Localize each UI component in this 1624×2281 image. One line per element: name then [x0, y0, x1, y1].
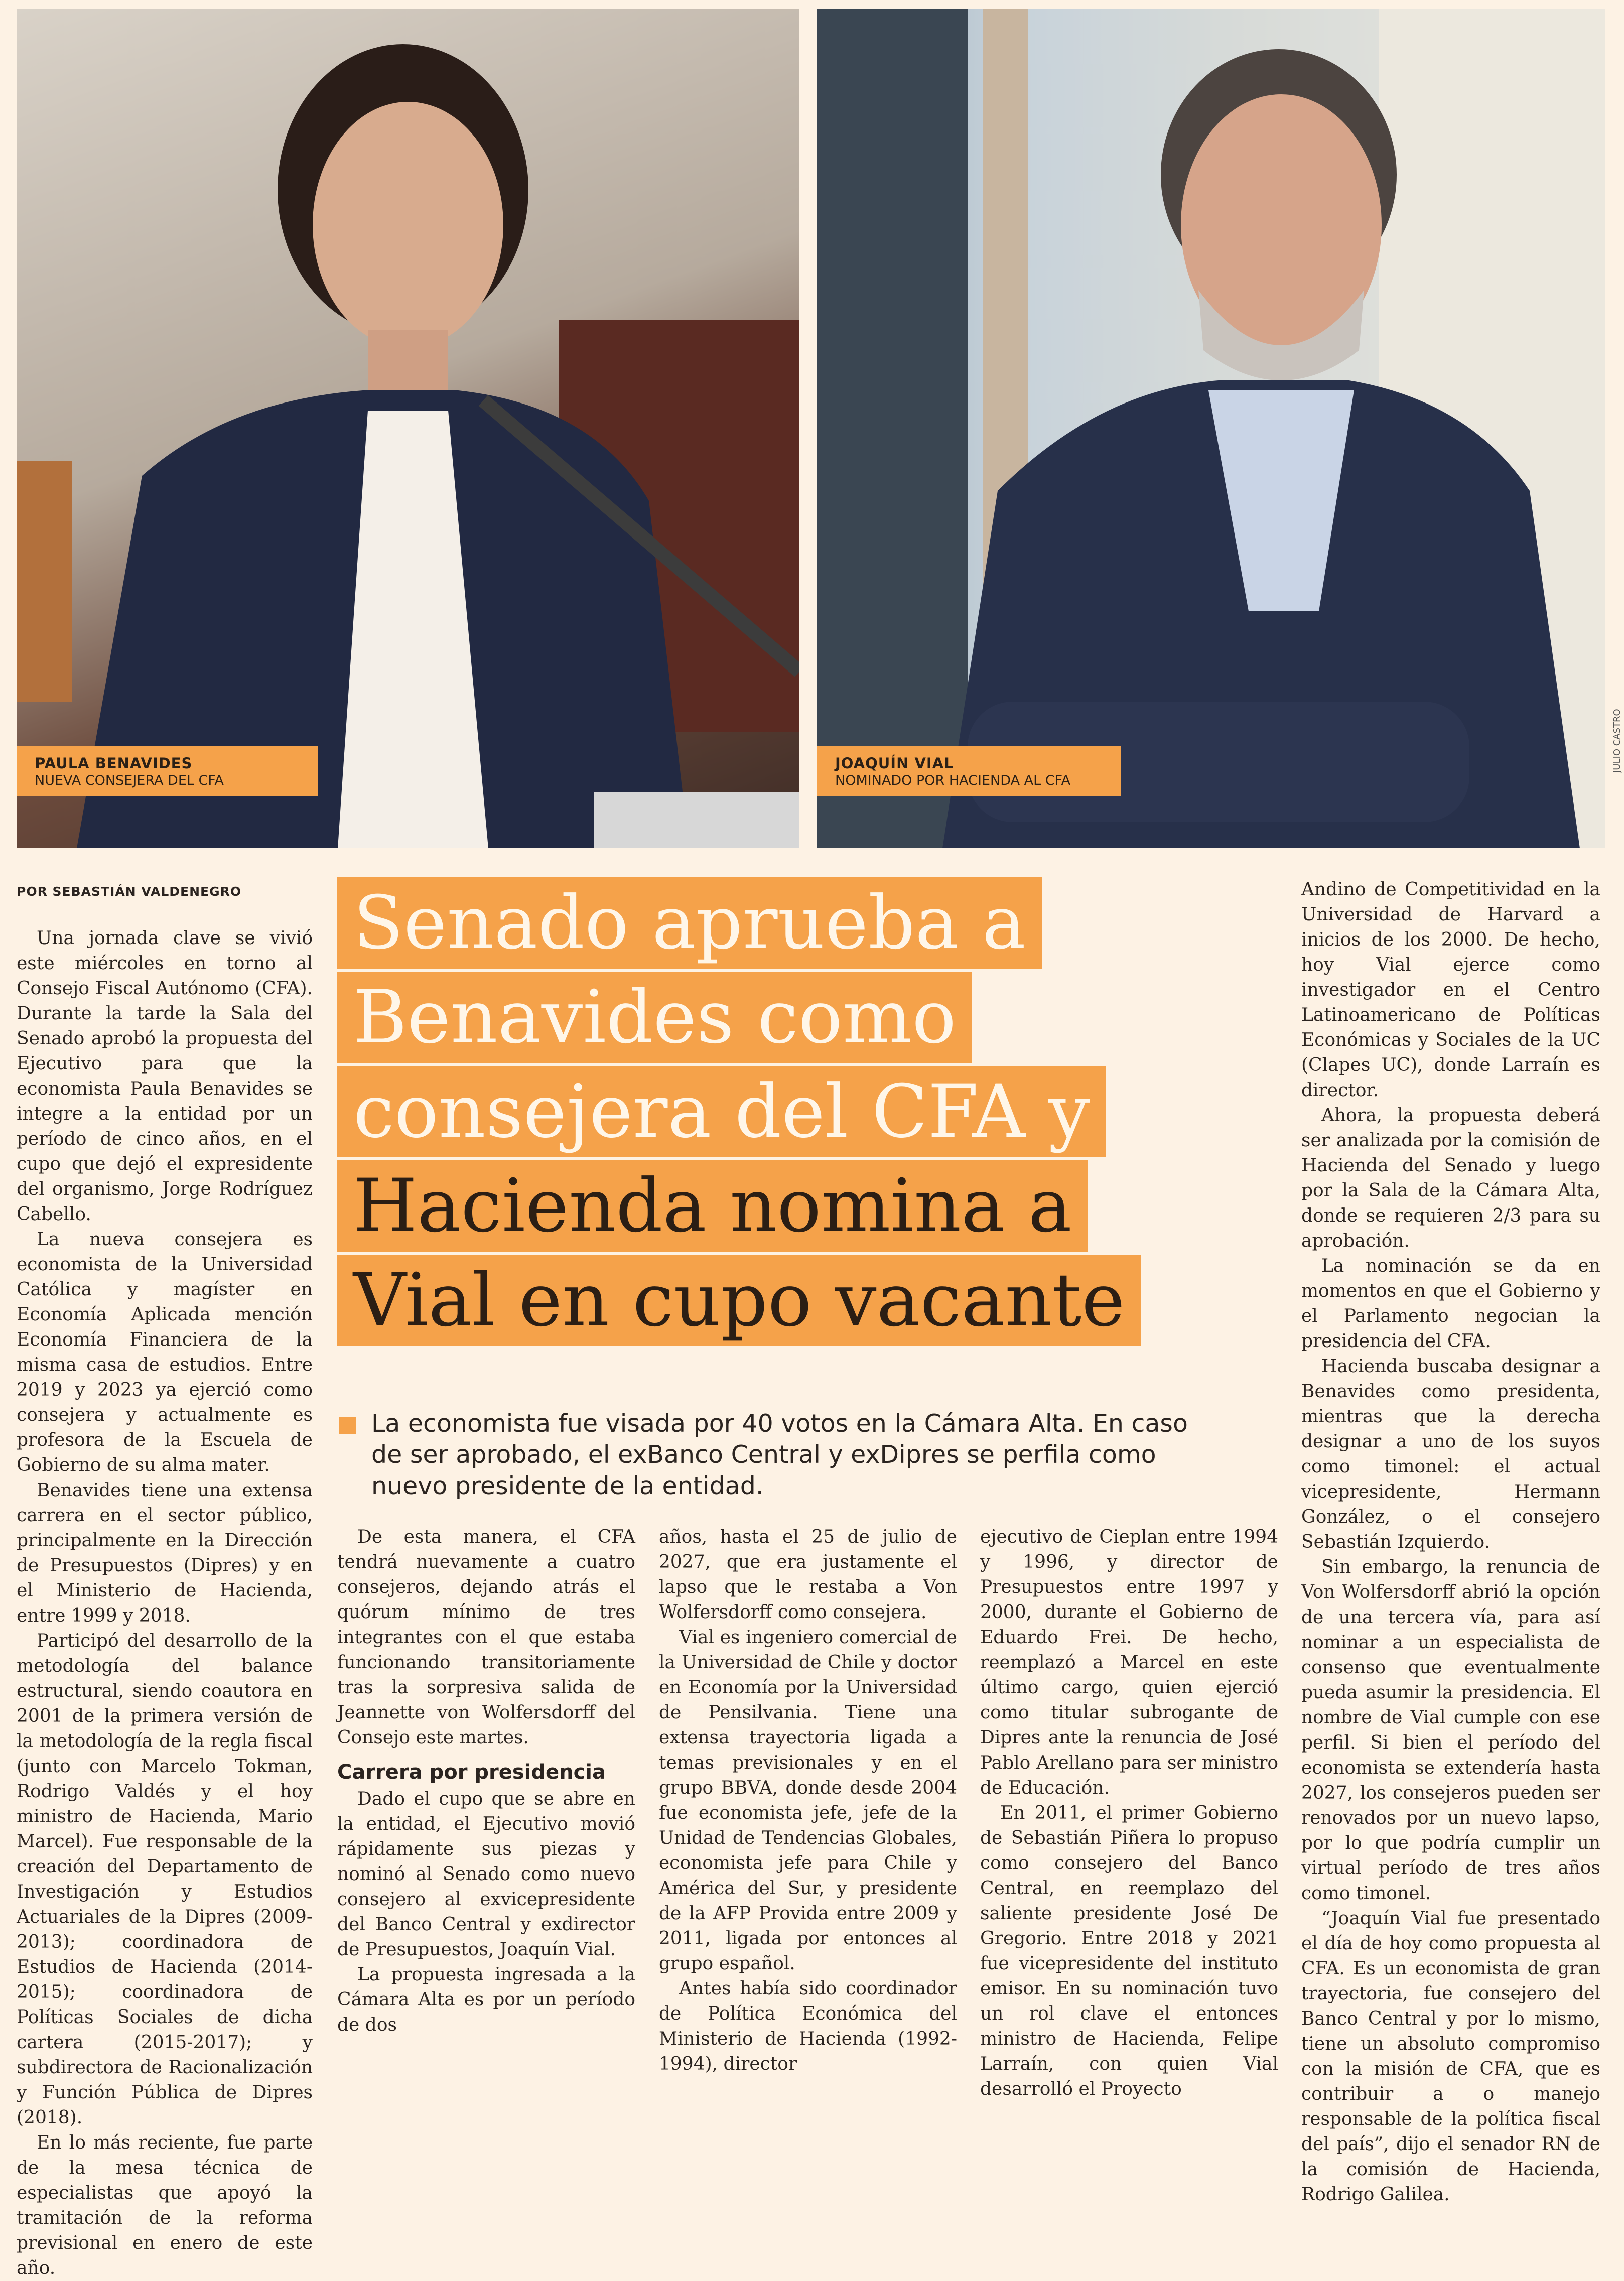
article-column-1: [17, 926, 313, 2281]
paragraph: La propuesta ingresada a la Cámara Alta es por un período de dos: [337, 1964, 635, 2035]
neck: [368, 330, 448, 395]
headline: [337, 877, 1140, 1349]
lead-summary: [337, 1408, 1226, 1502]
wood-panel: [17, 461, 72, 702]
paragraph: ejecutivo de Cieplan entre 1994 y 1996, y director de Presupuestos entre 1997 y 2000, durante el Gobierno de Eduardo Frei. De hecho, reemplazó a Marcel en este último cargo, quien ejerció como titular subrogante de Dipres ante la renuncia de José Pablo Arellano para ser ministro de Educación.: [980, 1527, 1278, 1798]
paragraph: La nueva consejera es economista de la Universidad Católica y magíster en Economía Aplicada mención Economía Financiera de la misma casa de estudios. Entre 2019 y 2023 ya ejerció como consejera y actualmente es profesora de la Escuela de Gobierno de su alma mater.: [17, 1229, 313, 1475]
caption-benavides: [17, 746, 318, 796]
paragraph: Andino de Competitividad en la Universidad de Harvard a inicios de los 2000. De hecho, hoy Vial ejerce como investigador en el Centro Latinoamericano de Políticas Económicas y Sociales de la UC (Clapes UC), donde Larraín es director.: [1301, 879, 1600, 1101]
caption-role: NUEVA CONSEJERA DEL CFA: [35, 773, 224, 788]
photo-credit: JULIO CASTRO: [1612, 709, 1622, 773]
paragraph: La nominación se da en momentos en que el Gobierno y el Parlamento negocian la presidencia del CFA.: [1301, 1256, 1600, 1352]
bullet-square-icon: [339, 1417, 356, 1434]
paragraph: Sin embargo, la renuncia de Von Wolfersdorff abrió la opción de una tercera vía, para así nominar a un especialista de consenso que eventualmente pueda asumir la presidencia. El nombre de Vial cumple con ese perfil. Si bien el período del economista se extendería hasta 2027, los consejeros pueden ser renovados por un nuevo lapso, por lo que podría cumplir un virtual período de tres años como timonel.: [1301, 1557, 1600, 1904]
caption-vial: [817, 746, 1121, 796]
caption-role: NOMINADO POR HACIENDA AL CFA: [835, 773, 1071, 788]
subheading: Carrera por presidencia: [337, 1761, 606, 1784]
headline-line-3: consejera del CFA y: [337, 1066, 1106, 1157]
portrait-illustration-benavides: [17, 9, 799, 848]
paragraph: “Joaquín Vial fue presentado el día de hoy como propuesta al CFA. Es un economista de gran trayectoria, fue consejero del Banco Central y por lo mismo, tiene un absoluto compromiso con la misión de CFA, que es contribuir a o manejo responsable de la política fiscal del país”, dijo el senador RN de la comisión de Hacienda, Rodrigo Galilea.: [1301, 1908, 1600, 2205]
photo-joaquin-vial: [817, 9, 1605, 848]
byline: POR SEBASTIÁN VALDENEGRO: [17, 884, 242, 899]
portrait-illustration-vial: [817, 9, 1605, 848]
paragraph: En 2011, el primer Gobierno de Sebastián Piñera lo propuso como consejero del Banco Central, en reemplazo del saliente presidente José De Gregorio. Entre 2018 y 2021 fue vicepresidente del instituto emisor. En su nominación tuvo un rol clave el entonces ministro de Hacienda, Felipe Larraín, con quien Vial desarrolló el Proyecto: [980, 1803, 1278, 2099]
headline-line-5: Vial en cupo vacante: [337, 1255, 1141, 1346]
paragraph: En lo más reciente, fue parte de la mesa técnica de especialistas que apoyó la tramitación de la reforma previsional en enero de este año.: [17, 2132, 313, 2278]
headline-line-1: Senado aprueba a: [337, 877, 1042, 969]
paragraph: años, hasta el 25 de julio de 2027, que era justamente el lapso que le restaba a Von Wolfersdorff como consejera.: [659, 1527, 957, 1623]
paragraph: Vial es ingeniero comercial de la Universidad de Chile y doctor en Economía por la Universidad de Pensilvania. Tiene una extensa trayectoria ligada a temas previsionales y en el grupo BBVA, donde desde 2004 fue economista jefe, jefe de la Unidad de Tendencias Globales, economista jefe para Chile y América del Sur, y presidente de la AFP Provida entre 2009 y 2011, ligada por entonces al grupo español.: [659, 1627, 957, 1974]
photo-paula-benavides: [17, 9, 799, 848]
paragraph: Antes había sido coordinador de Política Económica del Ministerio de Hacienda (1992-1994), director: [659, 1978, 957, 2074]
caption-name: PAULA BENAVIDES: [35, 755, 193, 772]
laptop: [594, 792, 799, 848]
caption-name: JOAQUÍN VIAL: [835, 755, 954, 772]
lead-text: La economista fue visada por 40 votos en la Cámara Alta. En caso de ser aprobado, el exBanco Central y exDipres se perfila como nuevo presidente de la entidad.: [371, 1409, 1188, 1500]
face: [313, 102, 503, 348]
article-column-3: [659, 1525, 957, 2077]
paragraph: Ahora, la propuesta deberá ser analizada por la comisión de Hacienda del Senado y luego por la Sala de la Cámara Alta, donde se requieren 2/3 para su aprobación.: [1301, 1105, 1600, 1251]
paragraph: Benavides tiene una extensa carrera en el sector público, principalmente en la Dirección de Presupuestos (Dipres) y en el Ministerio de Hacienda, entre 1999 y 2018.: [17, 1480, 313, 1626]
paragraph: Hacienda buscaba designar a Benavides como presidenta, mientras que la derecha designar a uno de los suyos como timonel: el actual vicepresidente, Hermann González, o el consejero Sebastián Izquierdo.: [1301, 1356, 1600, 1552]
paragraph: Participó del desarrollo de la metodología del balance estructural, siendo coautora en 2001 de la primera versión de la metodología de la regla fiscal (junto con Marcelo Tokman, Rodrigo Valdés y el hoy ministro de Hacienda, Mario Marcel). Fue responsable de la creación del Departamento de Investigación y Estudios Actuariales de la Dipres (2009-2013); coordinadora de Estudios de Hacienda (2014-2015); coordinadora de Políticas Sociales de dicha cartera (2015-2017); y subdirectora de Racionalización y Función Pública de Dipres (2018).: [17, 1631, 313, 2128]
headline-line-4: Hacienda nomina a: [337, 1160, 1088, 1252]
article-column-4: [980, 1525, 1278, 2102]
article-column-5: [1301, 877, 1600, 2207]
paragraph: Una jornada clave se vivió este miércoles en torno al Consejo Fiscal Autónomo (CFA). Durante la tarde la Sala del Senado aprobó la propuesta del Ejecutivo para que la economista Paula Benavides se integre a la entidad por un período de cinco años, en el cupo que dejó el expresidente del organismo, Jorge Rodríguez Cabello.: [17, 928, 313, 1225]
headline-line-2: Benavides como: [337, 972, 972, 1063]
window-frame: [817, 9, 968, 848]
paragraph: De esta manera, el CFA tendrá nuevamente a cuatro consejeros, dejando atrás el quórum mínimo de tres integrantes con el que estaba funcionando transitoriamente tras la sorpresiva salida de Jeannette von Wolfersdorff del Consejo este martes.: [337, 1527, 635, 1748]
article-column-2: [337, 1525, 635, 2038]
paragraph: Dado el cupo que se abre en la entidad, el Ejecutivo movió rápidamente sus piezas y nominó al Senado como nuevo consejero al exvicepresidente del Banco Central y exdirector de Presupuestos, Joaquín Vial.: [337, 1789, 635, 1960]
